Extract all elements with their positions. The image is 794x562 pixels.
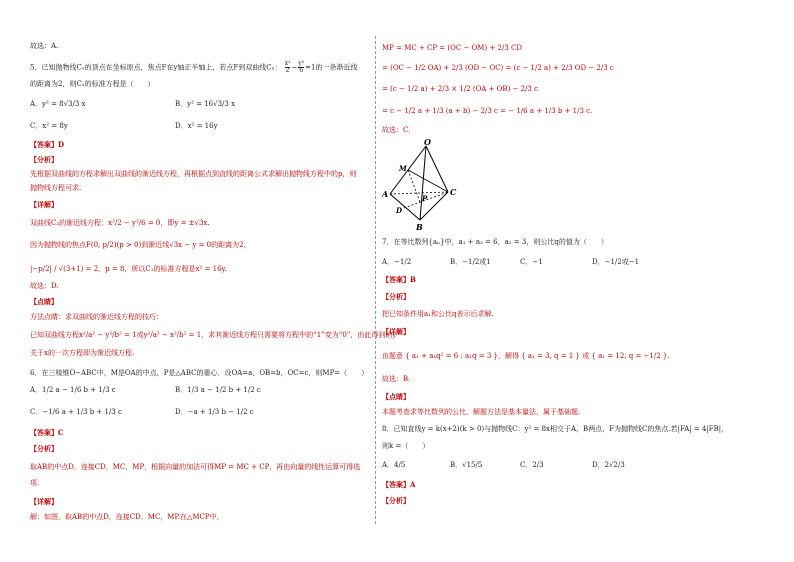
comment-label: 【点睛】 [382,392,410,401]
option-a: A．−1/2 [382,258,412,266]
conclusion-text: 故选：C. [382,126,411,134]
analysis-text: 把已知条件用a₁和公比q表示后求解. [382,310,494,318]
comment-text: 已知双曲线方程x²/a² − y²/b² = 1或y²/a² − x²/b² = 1，求其渐近线方程只需要将方程中的“1”变为“0”，由此得到的y [30,331,397,339]
answer-label: 【答案】D [30,140,65,149]
question-5-stem-2: 的距离为2，则C₁的标准方程是（ ） [30,80,155,88]
analysis-label: 【分析】 [30,155,58,164]
segment-mc [408,170,448,192]
label-b: B [416,222,423,232]
edge-ob [420,146,426,220]
analysis-label: 【分析】 [382,496,410,505]
option-b: B．−1/2或1 [450,258,491,266]
option-c: C．−1 [520,258,543,266]
option-b: B．1/3 a − 1/2 b + 1/2 c [175,386,261,394]
label-d: D [396,206,403,215]
comment-text: 方法点睛：求双曲线的渐近线方程的技巧： [30,313,163,321]
question-5-stem: 5．已知抛物线C₁的顶点在坐标原点，焦点F在y轴正半轴上，若点F到双曲线C₂： $\frac{\text{x²}}{2}$ − $\frac{\text{y²}}{6}$ =1的一条渐近线 [30,60,358,74]
comment-text: 本题考查求等比数列的公比，解题方法是基本量法，属于基础题. [382,408,581,416]
label-p: P [422,194,428,203]
answer-label: 【答案】B [382,275,416,284]
tetrahedron-figure [382,138,472,233]
comment-label: 【点睛】 [30,297,58,306]
option-b: B．√15/5 [450,461,483,469]
analysis-label: 【分析】 [382,292,410,301]
question-8-stem: 8．已知直线y = k(x+2)(k > 0)与抛物线C：y² = 8x相交于A，B两点，F为抛物线C的焦点.若|FA| = 4|FB|， [382,425,729,433]
option-d: D．2√2/3 [592,461,625,469]
answer-label: 【答案】C [30,428,64,437]
answer-label: 【答案】A [382,480,416,489]
label-o: O [424,138,431,147]
detail-label: 【详解】 [382,327,410,336]
option-c: C．x² = 8y [30,122,68,130]
detail-text: 故选：D. [30,282,59,290]
equation-line: = c − 1/2 a + 1/3 (a + b) − 2/3 c = − 1/6 a + 1/3 b + 1/3 c. [382,107,593,115]
q5-stem-text-2: =1的一条渐近线 [305,63,358,72]
detail-label: 【详解】 [30,497,58,506]
column-divider [375,36,376,524]
question-6-stem: 6．在三棱锥O−ABC中，M是OA的中点，P是△ABC的重心．设OA=a，OB=b，OC=c，则MP=（ ） [30,369,369,377]
analysis-text: 项. [30,479,40,487]
edge-oc [426,146,448,192]
segment-mp [408,170,420,202]
edge-ab [390,194,420,220]
question-7-stem: 7．在等比数列{aₙ}中，a₁ + a₃ = 6，a₂ = 3，则公比q的值为（ ） [382,238,608,246]
text-line: 故选：A. [30,42,59,50]
analysis-text: 取AB的中点D，连接CD，MC，MP，根据向量的加法可得MP = MC + CP，再由向量的线性运算可得选 [30,463,361,471]
fraction: $\frac{\text{x²}}{2}$ [284,60,291,74]
option-c: C．2/3 [520,461,544,469]
detail-text: |−p/2| / √(3+1) = 2，p = 8，所以C₁的标准方程是x² = 16y. [30,265,227,273]
analysis-text: 先根据双曲线的方程求解出双曲线的渐近线方程，再根据点到直线的距离公式求解出抛物线方程中的p，则 [30,170,357,178]
edge-ac [390,192,448,194]
option-c: C．−1/6 a + 1/3 b + 1/3 c [30,408,122,416]
fraction: $\frac{\text{y²}}{6}$ [298,60,305,74]
question-8-stem-2: 则k =（ ） [382,442,430,450]
option-d: D．x² = 16y [175,122,218,130]
label-c: C [450,187,457,197]
equation-line: MP = MC + CP = (OC − OM) + 2/3 CD [382,44,522,52]
label-a: A [382,189,389,199]
comment-text: 关于x的一次方程即为渐近线方程. [30,349,135,357]
option-a: A．1/2 a − 1/6 b + 1/3 c [30,386,116,394]
option-d: D．−a + 1/3 b − 1/2 c [175,408,254,416]
detail-label: 【详解】 [30,200,58,209]
conclusion-text: 故选：B. [382,375,411,383]
q5-stem-text: 5．已知抛物线C₁的顶点在坐标原点，焦点F在y轴正半轴上，若点F到双曲线C₂： [30,63,282,72]
analysis-label: 【分析】 [30,444,58,453]
analysis-text: 抛物线方程可求. [30,184,82,192]
label-m: M [399,164,407,173]
detail-text: 双曲线C₂的渐近线方程：x²/2 − y²/6 = 0，即y = ±√3x. [30,219,210,227]
detail-text: 由题意 { a₁ + a₁q² = 6 ; a₁q = 3 }，解得 { a₁ = 3, q = 1 } 或 { a₁ = 12, q = −1/2 }. [382,352,670,360]
option-d: D．−1/2或−1 [592,258,640,266]
equation-line: = (OC − 1/2 OA) + 2/3 (OD − OC) = (c − 1/2 a) + 2/3 OD − 2/3 c [382,64,614,72]
option-a: A．4/5 [382,461,406,469]
right-column [382,0,764,562]
equation-line: = (c − 1/2 a) + 2/3 × 1/2 (OA + OB) − 2/3 c [382,85,539,93]
detail-text: 解：如图，取AB的中点D，连接CD，MC，MP.在△MCP中， [30,513,224,521]
option-b: B．y² = 16√3/3 x [175,100,236,108]
detail-text: 因为抛物线的焦点F(0, p/2)(p > 0)到渐近线√3x − y = 0的距离为2， [30,241,251,249]
option-a: A．y² = 8√3/3 x [30,100,86,108]
